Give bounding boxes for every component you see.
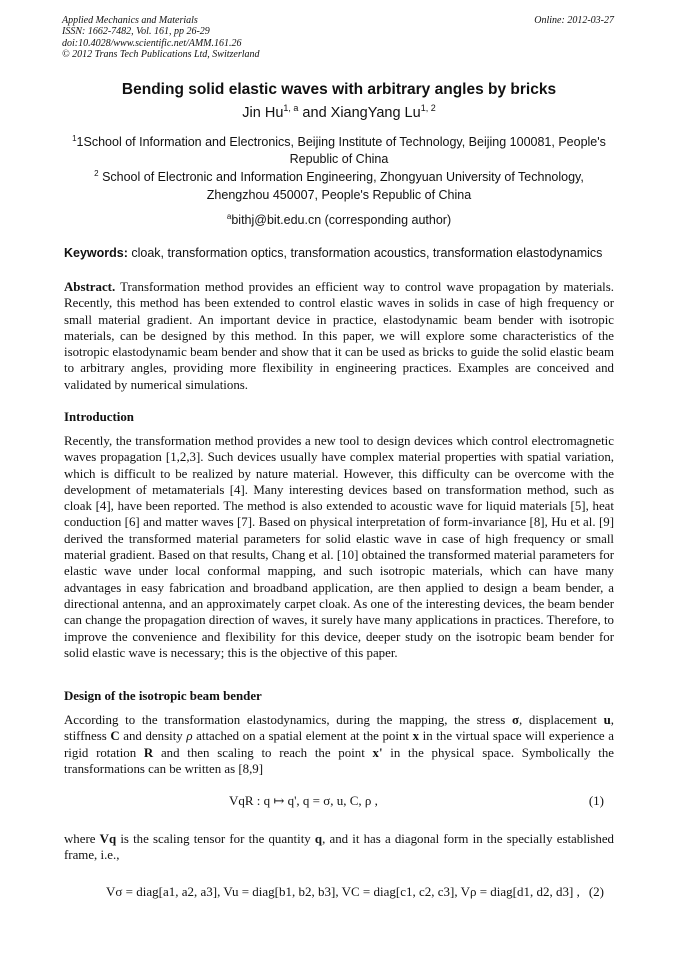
author-affil-mark: 1, a xyxy=(283,103,299,113)
symbol-x-prime: x' xyxy=(372,745,383,760)
keywords-text: cloak, transformation optics, transformation acoustics, transformation elastodynamics xyxy=(127,246,603,260)
issn: ISSN: 1662-7482, Vol. 161, pp 26-29 xyxy=(62,26,210,38)
journal-name: Applied Mechanics and Materials xyxy=(62,15,198,26)
symbol-rho: ρ xyxy=(186,729,193,744)
abstract-text: Transformation method provides an efficient way to control wave propagation by materials. Recently, this method has been extended to control elastic waves in solids in case of high frequency or small material gradient. An important device in practice, elastodynamic beam bender with isotropic materials, can be designed by this method. In this paper, we will explore some characteristics of the isotropic elastodynamic beam bender and show that it can be used as bricks to guide the solid elastic beam to arbitrary angles, providing more flexibility in engineering practices. Examples are conceived and validated by numerical simulations. xyxy=(64,280,614,392)
corresponding-email xyxy=(62,208,616,229)
symbol-C: C xyxy=(110,729,120,744)
symbol-q: q xyxy=(314,832,323,846)
section-heading-introduction: Introduction xyxy=(64,410,134,424)
abstract-label: Abstract. xyxy=(64,280,116,294)
design-paragraph-1: According to the transformation elastodynamics, during the mapping, the stress σ, displacement u, stiffness C and density ρ attached on a spatial element at the point x in the virtual space will experience a rigid rotation R and then scaling to reach the point x' in the physical space. Symbolically the transformations can be written as [8,9] xyxy=(64,713,614,776)
email-mark: a xyxy=(226,212,232,221)
equation-2: Vσ = diag[a1, a2, a3], Vu = diag[b1, b2, b3], VC = diag[c1, c2, c3], Vρ = diag[d1, d2, d3] , xyxy=(106,884,580,899)
online-date: Online: 2012-03-27 xyxy=(534,15,614,26)
affil-mark: 2 xyxy=(94,169,99,178)
email-text: bithj@bit.edu.cn (corresponding author) xyxy=(231,213,452,227)
journal-header xyxy=(62,15,260,61)
affil-text: School of Electronic and Information Engineering, Zhongyuan University of Technology, xyxy=(98,170,584,184)
affiliation-1 xyxy=(62,130,616,168)
equation-1-number: (1) xyxy=(588,793,604,808)
introduction-paragraph: Recently, the transformation method provides a new tool to design devices which control electromagnetic waves propagation [1,2,3]. Such devices usually have complex material properties with spatial variation, which is difficult to be realized by nature material. However, this difficulty can be overcome with the development of metamaterials [4]. Many interesting devices based on transformation method, such as cloak [4], have been reported. The method is also extended to acoustic wave for liquid materials [5], heat conduction [6] and matter waves [7]. Based on physical interpretation of form-invariance [8], Hu et al. [9] derived the transformed material parameters for solid elastic wave in case of high frequency or small material gradient. Based on that results, Chang et al. [10] obtained the transformed material parameters for elastic wave under local conformal mapping, and such isotropic materials, which can have many advantages in easy fabrication and broadband application, are then applied to design a beam bender, a directional antenna, and an approximately carpet cloak. As one of the interesting devices, the beam bender can change the propagation direction of waves, it surely have many applications in practices. Therefore, to improve the convenience and flexibility for this device, deeper study on the isotropic beam bender for solid elastic wave is necessary; this is the objective of this paper. xyxy=(64,434,614,660)
copyright: © 2012 Trans Tech Publications Ltd, Switzerland xyxy=(62,49,260,61)
authors-line xyxy=(0,103,678,121)
keywords xyxy=(64,246,602,260)
affil-mark: 1 xyxy=(72,134,77,143)
symbol-Vq: Vq xyxy=(99,832,117,846)
author-name: Jin Hu xyxy=(242,105,284,121)
author-affil-mark: 1, 2 xyxy=(420,103,436,113)
paper-title: Bending solid elastic waves with arbitrary angles by bricks xyxy=(121,81,557,98)
abstract xyxy=(64,279,614,393)
affiliation-2-cont: Zhengzhou 450007, People's Republic of China xyxy=(206,188,472,202)
author-name: XiangYang Lu xyxy=(330,105,421,121)
affil-text: 1School of Information and Electronics, Beijing Institute of Technology, Beijing 100081, People's Republic of China xyxy=(76,135,606,166)
keywords-label: Keywords: xyxy=(64,246,128,260)
symbol-u: u xyxy=(603,713,611,727)
equation-2-number: (2) xyxy=(588,884,604,899)
design-paragraph-2: where Vq is the scaling tensor for the quantity q, and it has a diagonal form in the specially established frame, i.e., xyxy=(64,832,614,863)
doi: doi:10.4028/www.scientific.net/AMM.161.26 xyxy=(62,37,242,49)
symbol-x: x xyxy=(412,729,420,744)
symbol-sigma: σ xyxy=(511,713,519,727)
symbol-R: R xyxy=(143,745,154,760)
affiliation-2 xyxy=(62,165,616,186)
author-connector: and xyxy=(298,105,331,121)
section-heading-design: Design of the isotropic beam bender xyxy=(64,689,262,703)
equation-1: VqR : q ↦ q', q = σ, u, C, ρ , xyxy=(229,793,378,808)
